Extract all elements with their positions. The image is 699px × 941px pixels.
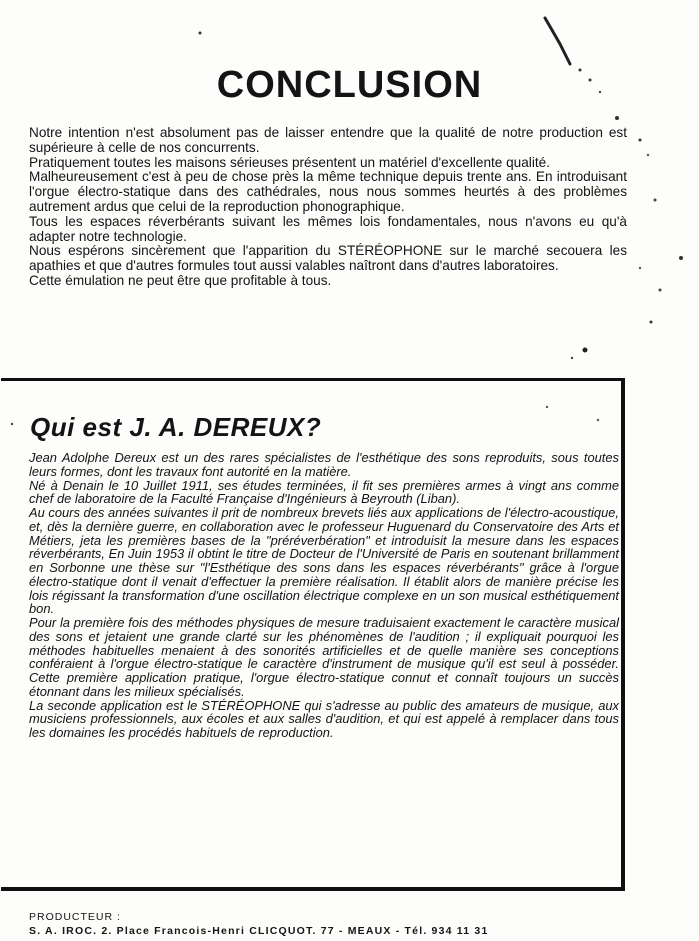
conclusion-paragraph: Notre intention n'est absolument pas de laisser entendre que la qualité de notre production est supérieure à celle de nos concurrents.	[29, 125, 627, 155]
conclusion-text	[29, 126, 627, 289]
page-title: CONCLUSION	[216, 64, 483, 106]
conclusion-paragraph: Malheureusement c'est à peu de chose près la même technique depuis trente ans. En introduisant l'orgue électro-statique dans des cathédrales, nous nous sommes heurtés à des problèmes autrement ardus que celui de la reproduction phonographique.	[29, 169, 627, 214]
conclusion-paragraph: Tous les espaces réverbérants suivant les mêmes lois fondamentales, nous n'avons eu qu'à adapter notre technologie.	[29, 213, 627, 244]
bio-paragraph: Né à Denain le 10 Juillet 1911, ses études terminées, il fit ses premières armes à vingt ans comme chef de laboratoire de la Faculté Française d'Ingénieurs à Beyrouth (Liban).	[29, 477, 619, 507]
conclusion-paragraph: Nous espérons sincèrement que l'apparition du STÉRÉOPHONE sur le marché secouera les apathies et que d'autres formules tout aussi valables naîtront dans d'autres laboratoires.	[29, 243, 627, 274]
conclusion-paragraph: Cette émulation ne peut être que profitable à tous.	[29, 272, 332, 288]
bio-paragraph: Pour la première fois des méthodes physiques de mesure traduisaient exactement le caractère musical des sons et jetaient une grande clarté sur les phénomènes de l'audition ; il expliquait pourquoi les méthodes habituelles menaient à des sonorités artificielles et de quelle manière ses conceptions conféraient à l'orgue électro-statique le caractère d'instrument de musique qu'il est seul à posséder. Cette première application pratique, l'orgue électro-statique connut et connaît toujours un succès étonnant dans les milieux spécialisés.	[29, 615, 619, 699]
bio-paragraph: Au cours des années suivantes il prit de nombreux brevets liés aux applications de l'électro-acoustique, et, dès la dernière guerre, en collaboration avec le professeur Huguenard du Conservatoire des Arts et Métiers, jeta les premières bases de la "préréverbération" et introduisit la mesure dans les espaces réverbérants, En Juin 1953 il obtint le titre de Docteur de l'Université de Paris en soutenant brillamment en Sorbonne une thèse sur "l'Esthétique des sons dans les espaces réverbérants" grâce à l'orgue électro-statique dont il venait d'effectuer la première réalisation. Il établit alors de manière précise les lois régissant la transformation d'une oscillation électrique complexe en un son musical esthétiquement bon.	[29, 505, 619, 617]
bio-title: Qui est J. A. DEREUX?	[30, 412, 322, 442]
bio-text	[29, 451, 619, 740]
bio-paragraph: Jean Adolphe Dereux est un des rares spécialistes de l'esthétique des sons reproduits, sous toutes leurs formes, dont les travaux font autorité en la matière.	[29, 450, 619, 479]
producer-label: PRODUCTEUR :	[29, 911, 121, 923]
producer-address: S. A. IROC. 2. Place Francois-Henri CLICQUOT. 77 - MEAUX - Tél. 934 11 31	[29, 925, 489, 937]
bio-paragraph: La seconde application est le STÉRÉOPHONE qui s'adresse au public des amateurs de musique, aux musiciens professionnels, aux écoles et aux salles d'audition, et qui est appelé à remplacer dans tous les domaines les procédés habituels de reproduction.	[29, 697, 619, 740]
conclusion-paragraph: Pratiquement toutes les maisons sérieuses présentent un matériel d'excellente qualité.	[29, 154, 550, 170]
